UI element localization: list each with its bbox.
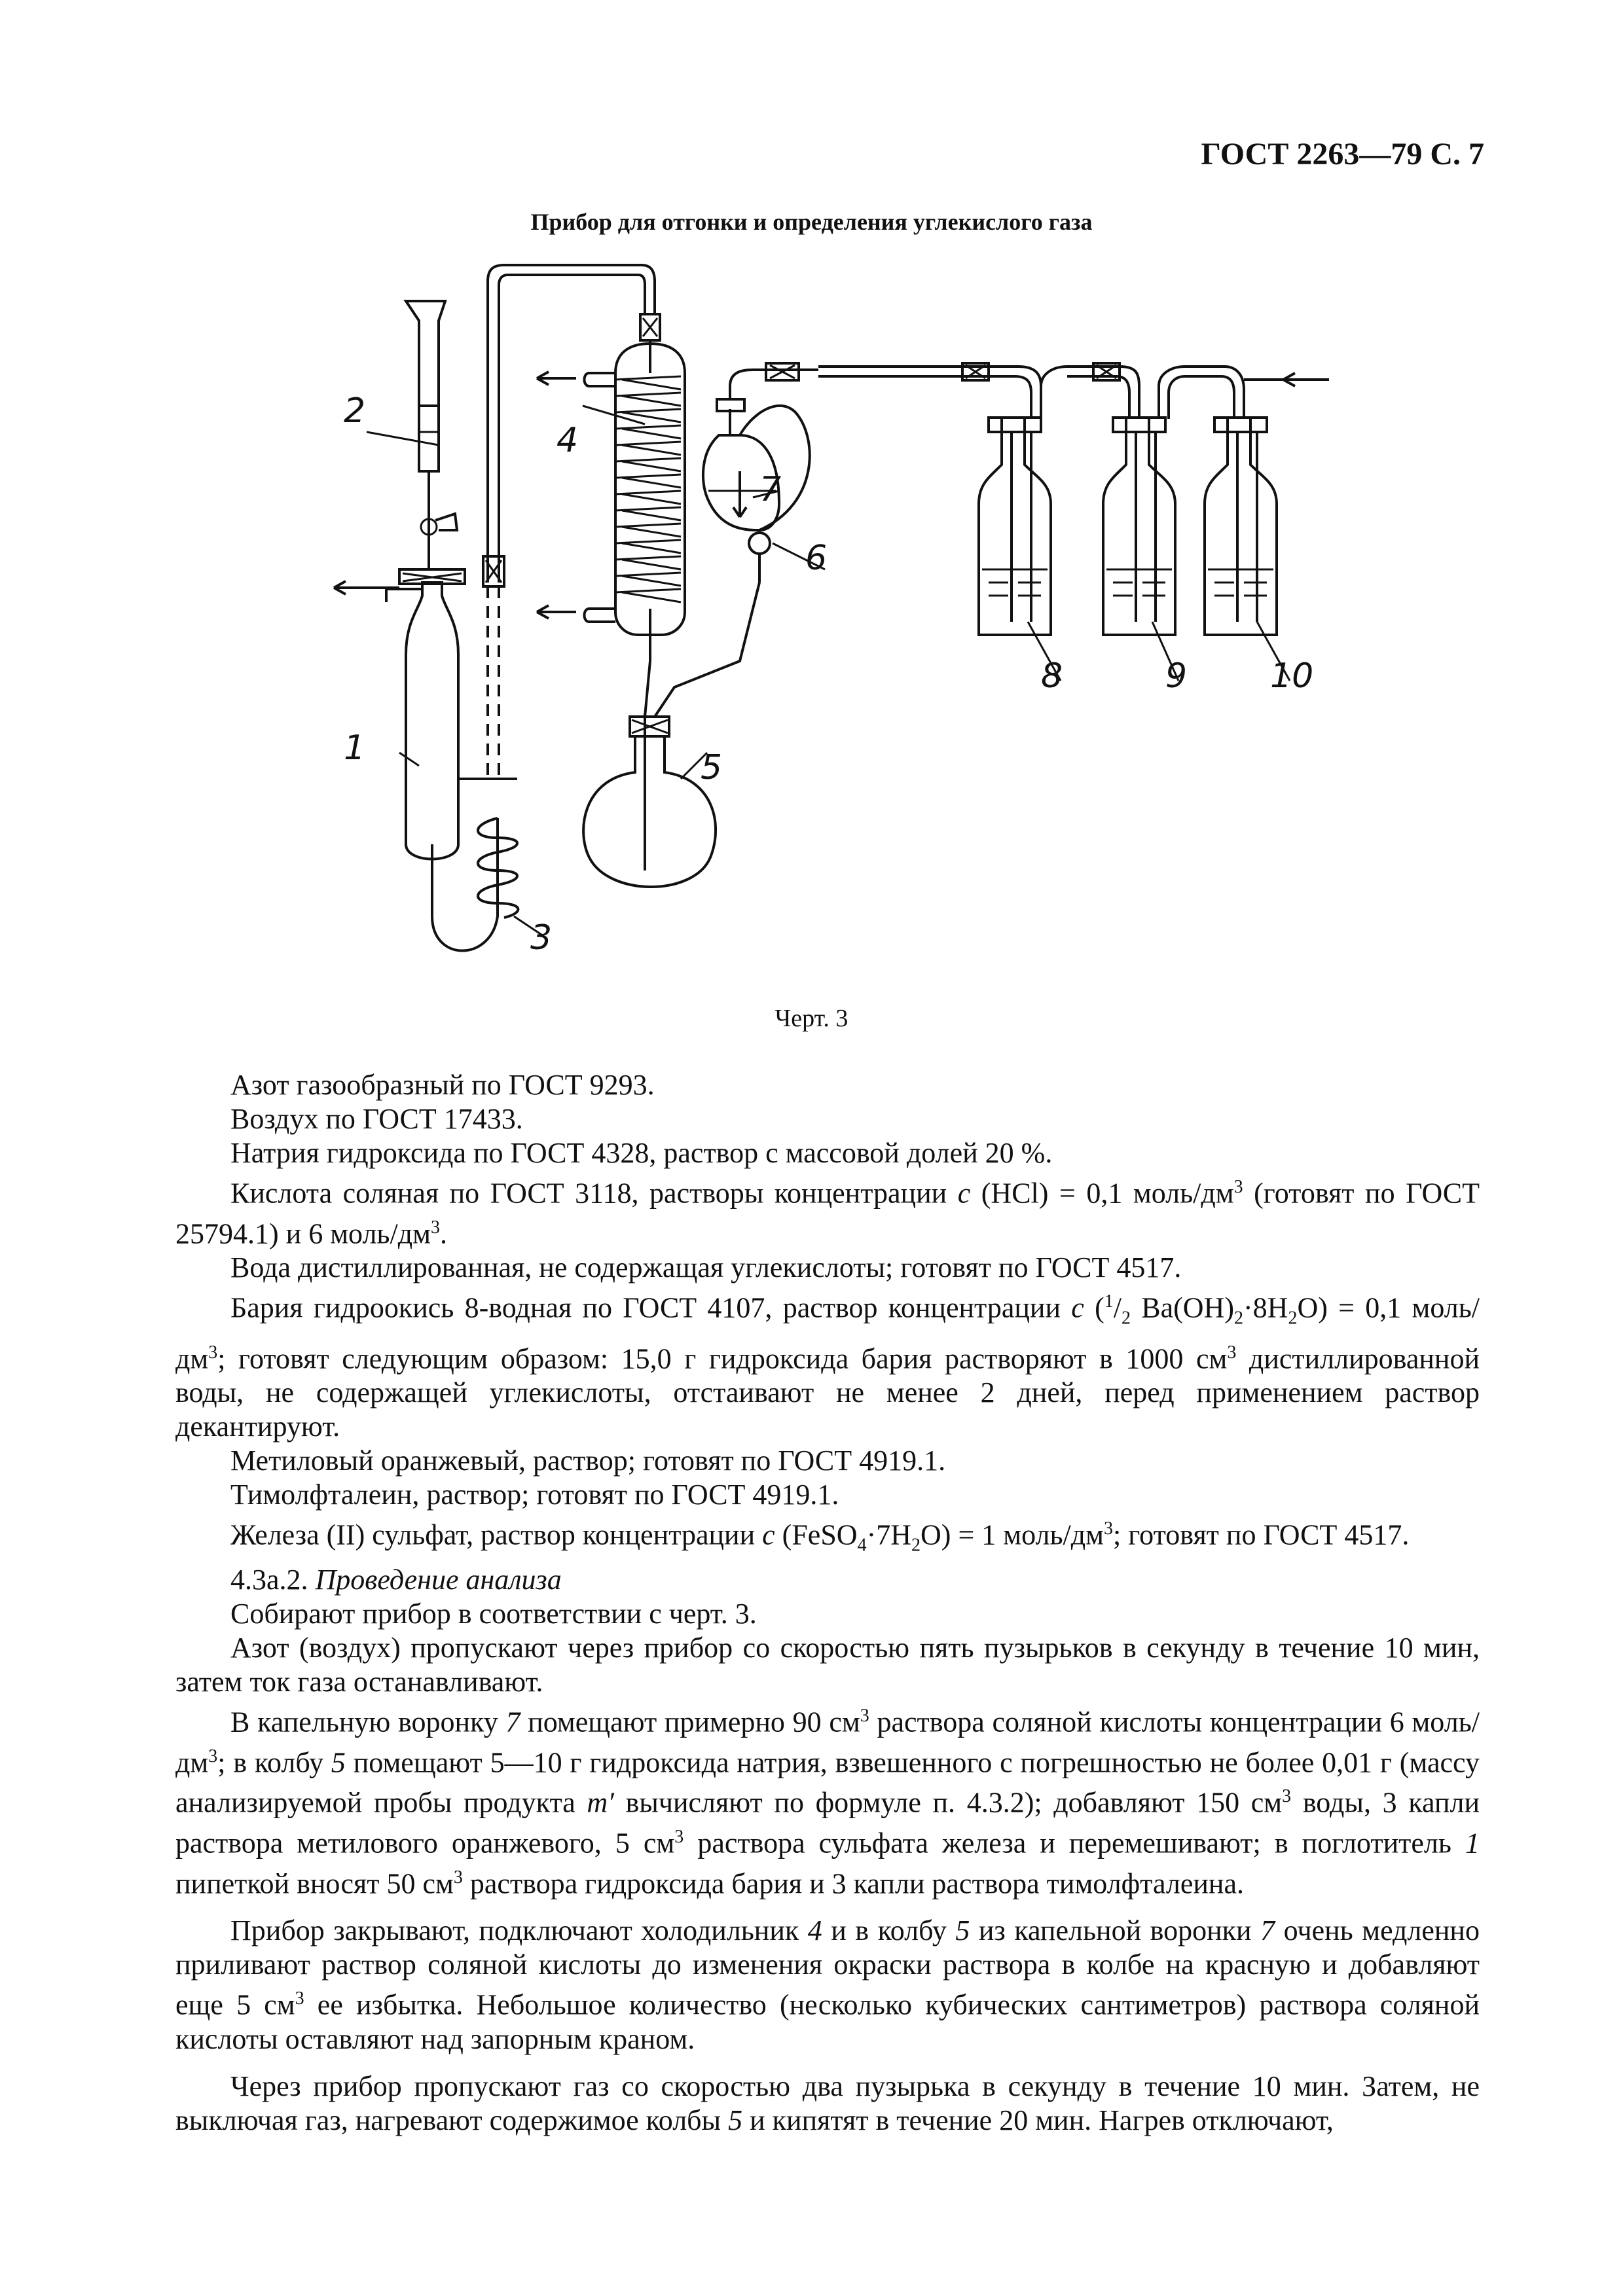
paragraph: Натрия гидроксида по ГОСТ 4328, раствор с массовой долей 20 %. (230, 1137, 1053, 1169)
paragraph: Бария гидроокись 8-водная по ГОСТ 4107, раствор концентрации c ($^1/_2$ $Ba(OH)_2\cdot 8H_2O) = 0,1$ моль/$дм^3$; готовят следующим образом: 15,0 г гидроксида бария растворяют в 1000 $см^3$ дистиллированной воды, не содержащей углекислоты, отстаивают не менее 2 дней, перед применением раствор декантируют. (175, 1291, 1480, 1443)
body-text (175, 1068, 1480, 2138)
paragraph: Метиловый оранжевый, раствор; готовят по ГОСТ 4919.1. (230, 1444, 946, 1477)
paragraph: Собирают прибор в соответствии с черт. 3. (230, 1597, 757, 1630)
paragraph: Вода дистиллированная, не содержащая углекислоты; готовят по ГОСТ 4517. (230, 1251, 1182, 1284)
apparatus-figure (308, 255, 1329, 1001)
flask-5 (583, 583, 759, 887)
paragraph: Воздух по ГОСТ 17433. (230, 1103, 523, 1135)
dropping-tube-2 (406, 301, 457, 569)
figure-caption: Черт. 3 (775, 1005, 848, 1032)
label-6: 6 (805, 539, 828, 578)
paragraph: Азот (воздух) пропускают через прибор со скоростью пять пузырьков в секунду в течение 10 мин, затем ток газа останавливают. (175, 1631, 1480, 1698)
paragraph: Железа (II) сульфат, раствор концентрации c $(FeSO_4\cdot 7H_2O) = 1$ моль/$дм^3$; готовят по ГОСТ 4517. (230, 1518, 1410, 1556)
label-4: 4 (556, 421, 579, 460)
paragraph: В капельную воронку 7 помещают примерно 90 $см^3$ раствора соляной кислоты концентрации 6 моль/$дм^3$; в колбу 5 помещают 5—10 г гидроксида натрия, взвешенного с погрешностью не более 0,01 г (массу анализируемой пробы продукта m′ вычисляют по формуле п. 4.3.2); добавляют 150 $см^3$ воды, 3 капли раствора метилового оранжевого, 5 $см^3$ раствора сульфата железа и перемешивают; в поглотитель 1 пипеткой вносят 50 $см^3$ раствора гидроксида бария и 3 капли раствора тимолфталеина. (175, 1705, 1480, 1900)
condenser-4 (537, 340, 685, 661)
label-9: 9 (1165, 656, 1188, 696)
paragraph: Прибор закрывают, подключают холодильник 4 и в колбу 5 из капельной воронки 7 очень медленно приливают раствор соляной кислоты до изменения окраски раствора в колбе на красную и добавляют еще 5 $см^3$ ее избытка. Небольшое количество (несколько кубических сантиметров) раствора соляной кислоты оставляют над запорным краном. (175, 1914, 1480, 2055)
label-8: 8 (1041, 656, 1063, 696)
apparatus-diagram (308, 255, 1329, 1001)
label-5: 5 (701, 748, 723, 787)
label-1: 1 (344, 728, 366, 768)
paragraph: Азот газообразный по ГОСТ 9293. (230, 1069, 655, 1101)
label-10: 10 (1270, 656, 1314, 696)
paragraph: Через прибор пропускают газ со скоростью два пузырька в секунду в течение 10 мин. Затем, не выключая газ, нагревают содержимое колбы 5 и кипятят в течение 20 мин. Нагрев отключают, (175, 2070, 1480, 2136)
wash-bottles (766, 363, 1329, 681)
page-header: ГОСТ 2263—79 С. 7 (1201, 137, 1484, 171)
label-2: 2 (344, 391, 366, 431)
label-7: 7 (759, 470, 782, 509)
figure-title: Прибор для отгонки и определения углекислого газа (530, 209, 1093, 235)
paragraph: Тимолфталеин, раствор; готовят по ГОСТ 4919.1. (230, 1479, 839, 1511)
label-3: 3 (530, 918, 553, 958)
paragraph: Кислота соляная по ГОСТ 3118, растворы концентрации c (HCl) = 0,1 моль/$дм^3$ (готовят по ГОСТ 25794.1) и 6 моль/$дм^3$. (175, 1177, 1480, 1250)
connecting-tube (483, 265, 660, 779)
section-heading: 4.3а.2. Проведение анализа (230, 1563, 562, 1596)
